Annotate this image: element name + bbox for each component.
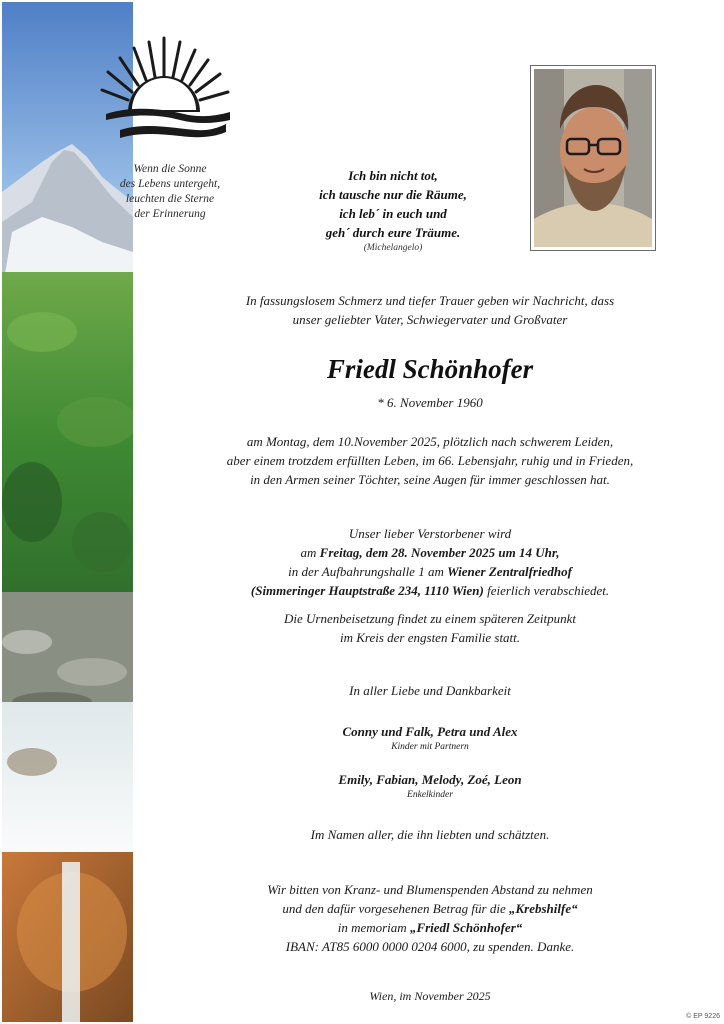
side-quote-line: des Lebens untergeht, [119,178,221,190]
death-notice-line: am Montag, dem 10.November 2025, plötzlich nach schwerem Leiden, [246,434,614,449]
mourner-relation: Enkelkinder [407,790,453,800]
donation-request [150,880,710,956]
urn-notice [150,609,710,647]
side-quote-line: der Erinnerung [134,208,206,220]
funeral-cemetery: Wiener Zentralfriedhof [447,564,572,579]
funeral-place-prefix: in der Aufbahrungshalle 1 am [288,564,448,579]
landscape-strip [2,2,133,1022]
deceased-name: Friedl Schönhofer [326,354,534,384]
donation-charity: „Krebshilfe“ [509,901,578,916]
motto-line: geh´ durch eure Träume. [325,225,461,240]
announcement-line: In fassungslosem Schmerz und tiefer Trauer geben wir Nachricht, dass [245,293,615,308]
funeral-date: Freitag, dem 28. November 2025 um 14 Uhr, [319,545,560,560]
copyright-notice: © EP 9226 [686,1013,720,1020]
closing-phrase-block [150,681,710,700]
donation-charity-line [150,899,710,918]
side-quote [100,162,240,222]
death-notice [150,432,710,489]
mountain-landscape-image [2,2,133,1022]
side-quote-line: Wenn die Sonne [133,163,207,175]
all-loved-block [150,825,710,844]
place-date: Wien, im November 2025 [369,989,491,1003]
place-date-block [150,987,710,1006]
death-notice-line: aber einem trotzdem erfüllten Leben, im 66. Lebensjahr, ruhig und in Frieden, [226,453,634,468]
mourner-relation: Kinder mit Partnern [391,742,469,752]
announcement-text [150,291,710,329]
urn-line: im Kreis der engsten Familie statt. [339,630,521,645]
death-notice-line: in den Armen seiner Töchter, seine Augen für immer geschlossen hat. [250,472,610,487]
mourners-children [150,722,710,754]
funeral-address: (Simmeringer Hauptstraße 234, 1110 Wien) [250,583,484,598]
donation-memoriam-prefix: in memoriam [337,920,410,935]
urn-line: Die Urnenbeisetzung findet zu einem späteren Zeitpunkt [284,611,576,626]
birth-date-block [150,393,710,412]
motto-line: Ich bin nicht tot, [348,168,438,183]
funeral-date-prefix: am [300,545,320,560]
funeral-date-line [150,543,710,562]
announcement-line: unser geliebter Vater, Schwiegervater und Großvater [292,312,568,327]
funeral-address-line [150,581,710,600]
donation-memoriam-name: „Friedl Schönhofer“ [409,920,523,935]
funeral-place-line [150,562,710,581]
mourner-names: Conny und Falk, Petra und Alex [342,724,518,739]
birth-date: * 6. November 1960 [377,395,483,410]
donation-iban-line: IBAN: AT85 6000 0000 0204 6000, zu spenden. Danke. [285,939,575,954]
mourner-names: Emily, Fabian, Melody, Zoé, Leon [338,772,522,787]
portrait-photo [530,65,656,251]
motto-quote [290,166,496,255]
mourners-grandchildren [150,770,710,802]
donation-line: Wir bitten von Kranz- und Blumenspenden Abstand zu nehmen [267,882,593,897]
closing-phrase: In aller Liebe und Dankbarkeit [349,683,511,698]
funeral-address-suffix: feierlich verabschiedet. [483,583,610,598]
donation-memoriam-line [150,918,710,937]
setting-sun-icon [100,34,232,146]
motto-author: (Michelangelo) [363,243,423,253]
motto-line: ich leb´ in euch und [339,206,447,221]
portrait-image [534,69,652,247]
motto-line: ich tausche nur die Räume, [319,187,467,202]
funeral-line: Unser lieber Verstorbener wird [348,526,512,541]
funeral-details [150,524,710,600]
side-quote-line: leuchten die Sterne [125,193,215,205]
donation-charity-prefix: und den dafür vorgesehenen Betrag für die [282,901,509,916]
all-loved-line: Im Namen aller, die ihn liebten und schätzten. [310,827,550,842]
